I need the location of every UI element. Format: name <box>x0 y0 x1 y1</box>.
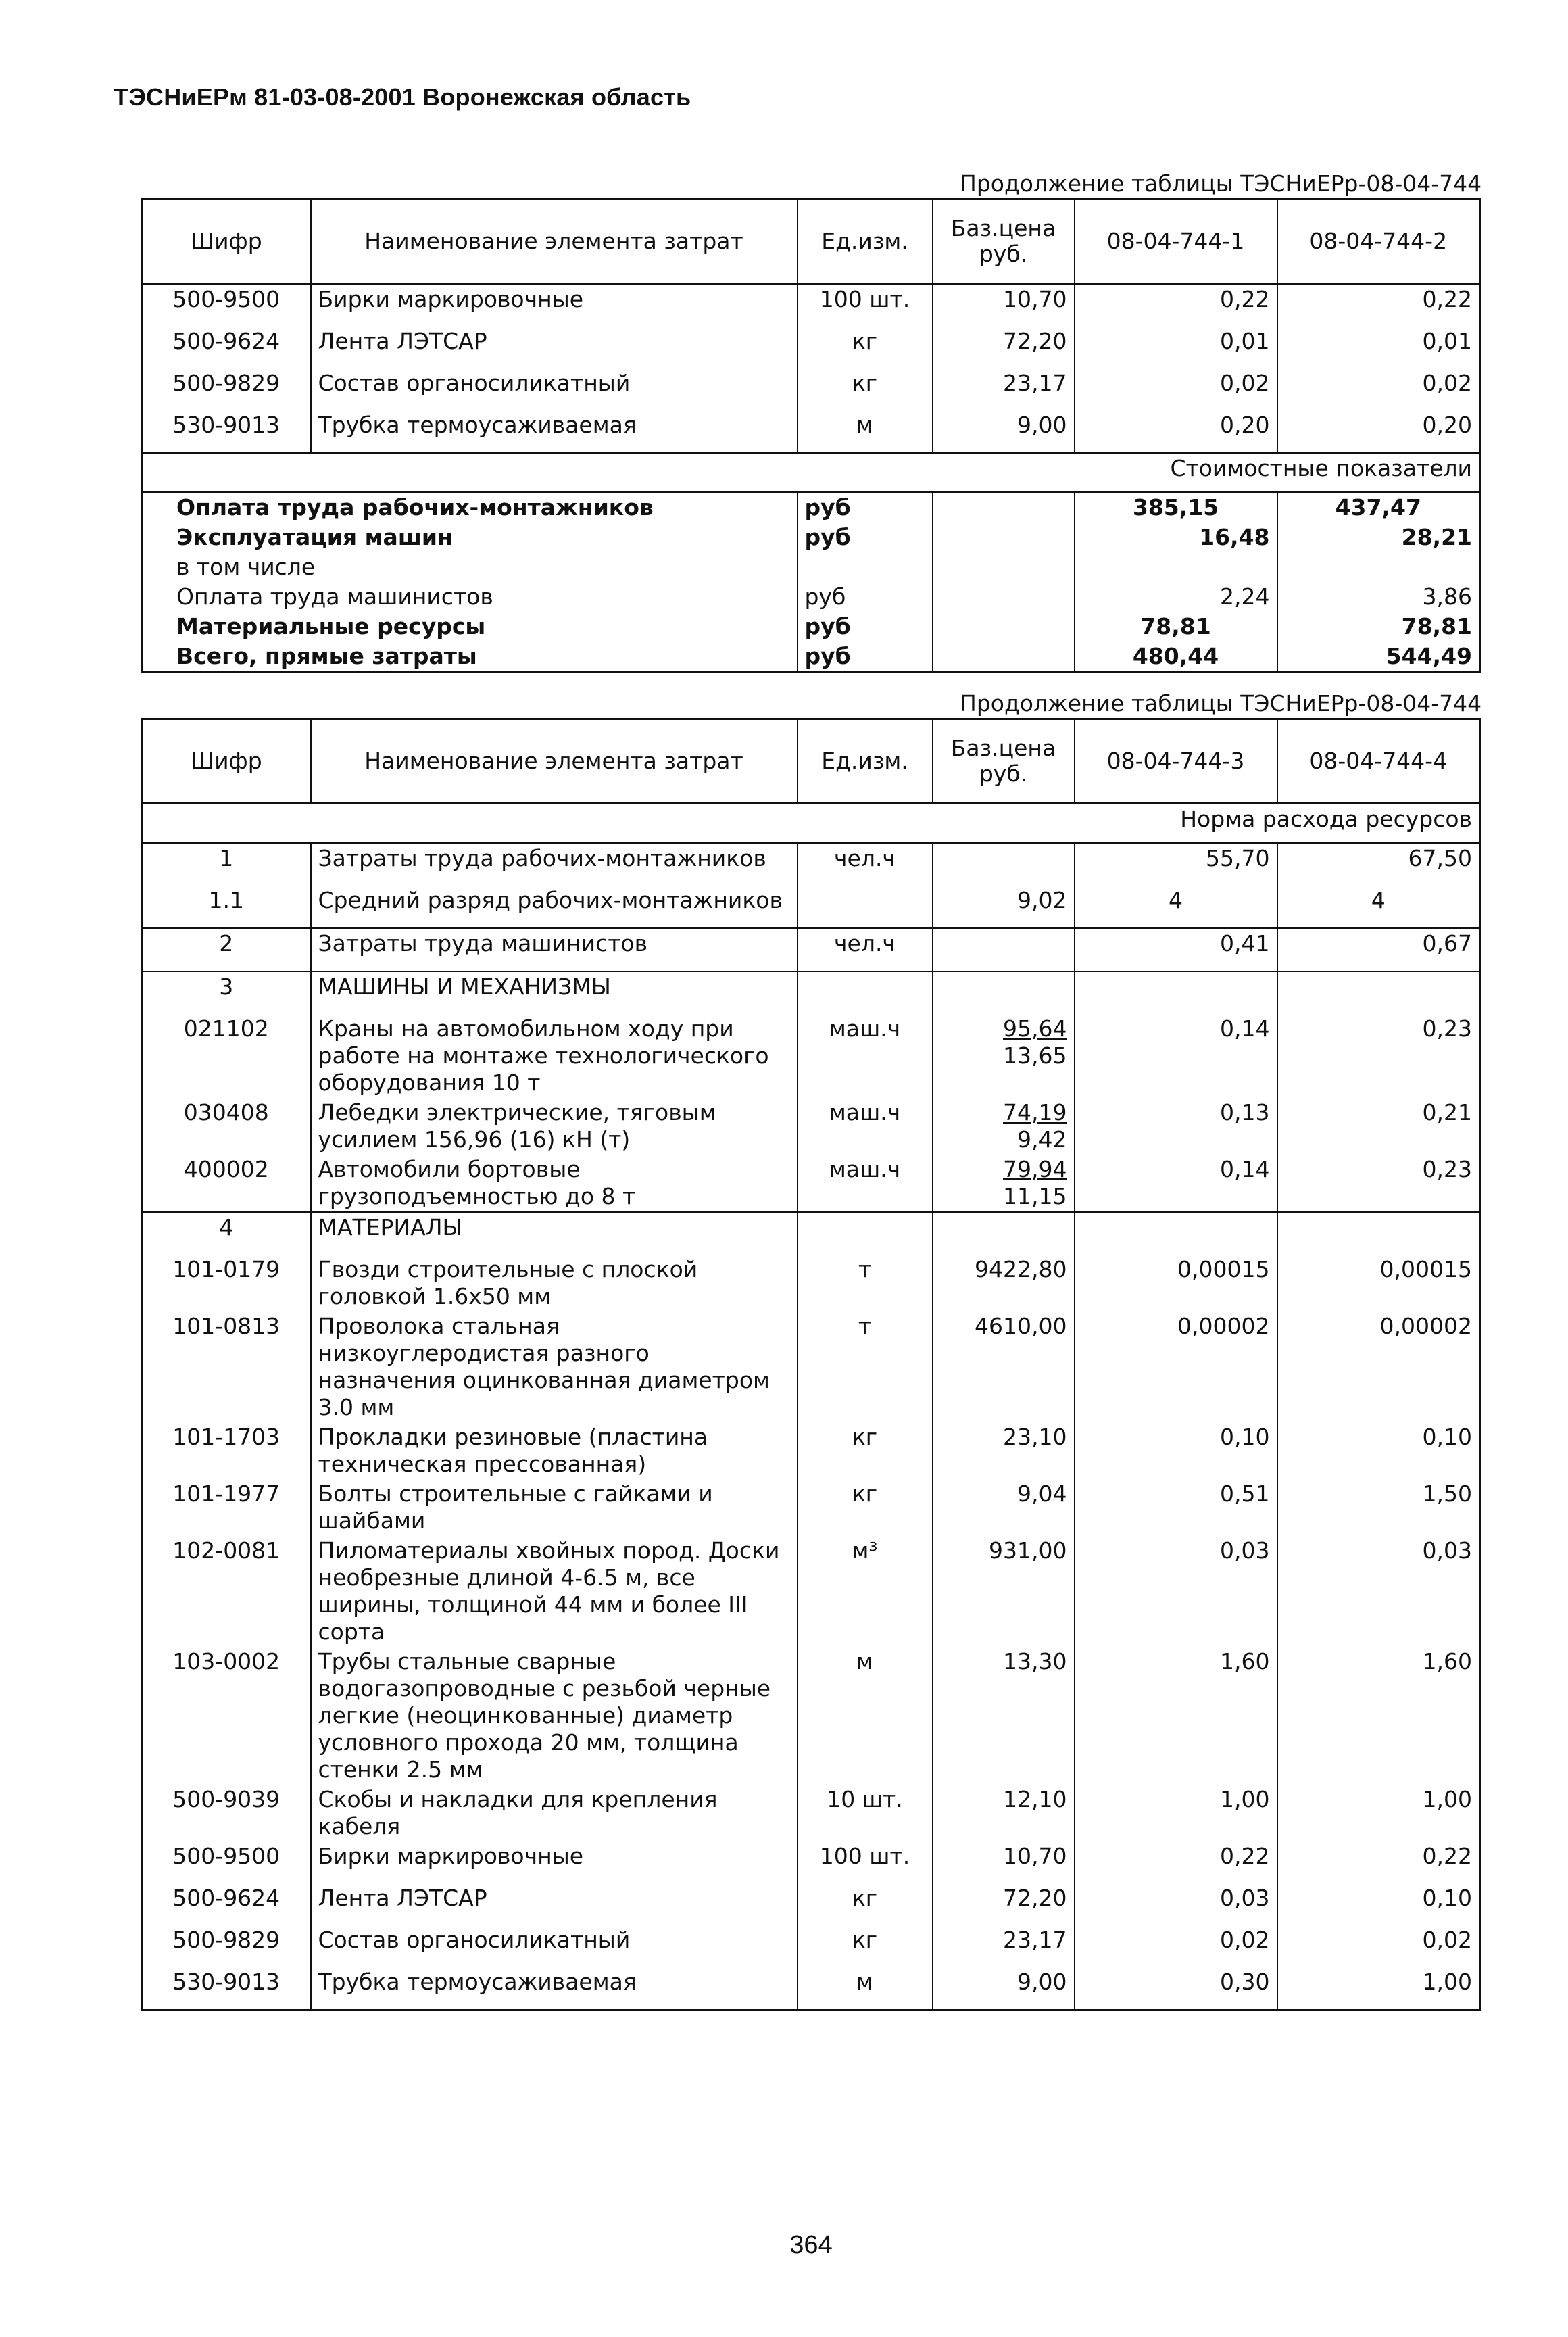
table-row <box>142 327 1480 368</box>
cell-price: 10,70 <box>933 1841 1075 1883</box>
cell-code: 530-9013 <box>142 1967 311 2010</box>
summary-name: Всего, прямые затраты <box>142 642 798 673</box>
cell-code: 102-0081 <box>142 1536 311 1647</box>
cell-v1: 0,51 <box>1075 1479 1277 1536</box>
table-row <box>142 1014 1480 1098</box>
summary-unit: руб <box>798 492 933 523</box>
price-machine: 74,19 <box>1003 1099 1067 1126</box>
cell-v2: 4 <box>1277 886 1480 928</box>
summary-unit: руб <box>798 523 933 552</box>
section-label-norm: Норма расхода ресурсов <box>142 804 1480 844</box>
col-header-v1: 08-04-744-3 <box>1075 719 1277 804</box>
cell-price: 72,20 <box>933 1883 1075 1925</box>
cell-v1: 0,30 <box>1075 1967 1277 2010</box>
cell-v1: 0,14 <box>1075 1155 1277 1212</box>
cell-code: 500-9829 <box>142 1925 311 1967</box>
cell-price <box>933 1098 1075 1155</box>
price-operator: 13,65 <box>1003 1042 1067 1069</box>
cell-price: 23,17 <box>933 1925 1075 1967</box>
cell-v2: 0,10 <box>1277 1883 1480 1925</box>
cell-unit: м <box>798 1647 933 1785</box>
cell-v2: 0,02 <box>1277 368 1480 410</box>
cell-name: Трубы стальные сварные водогазопроводные с резьбой черные легкие (неоцинкованные) диаметр условного прохода 20 мм, толщина стенки 2.5 мм <box>311 1647 798 1785</box>
col-header-price: Баз.цена руб. <box>933 199 1075 284</box>
cell-unit: м <box>798 410 933 453</box>
summary-name: Эксплуатация машин <box>142 523 798 552</box>
cell-unit: чел.ч <box>798 928 933 971</box>
cell-price <box>933 971 1075 1014</box>
cell-name: Трубка термоусаживаемая <box>311 1967 798 2010</box>
cell-unit: маш.ч <box>798 1014 933 1098</box>
summary-row <box>142 612 1480 642</box>
cell-v1: 0,10 <box>1075 1422 1277 1479</box>
summary-price <box>933 492 1075 523</box>
price-operator: 11,15 <box>1003 1183 1067 1209</box>
cell-v2: 0,21 <box>1277 1098 1480 1155</box>
cell-code: 500-9500 <box>142 284 311 327</box>
summary-price <box>933 612 1075 642</box>
summary-v1: 2,24 <box>1075 582 1277 612</box>
cell-price <box>933 1014 1075 1098</box>
cell-name: Трубка термоусаживаемая <box>311 410 798 453</box>
table-row <box>142 1098 1480 1155</box>
cell-code: 4 <box>142 1212 311 1255</box>
cell-name: Бирки маркировочные <box>311 284 798 327</box>
document-title: ТЭСНиЕРм 81-03-08-2001 Воронежская область <box>114 83 691 111</box>
cell-name: Состав органосиликатный <box>311 1925 798 1967</box>
cell-code: 400002 <box>142 1155 311 1212</box>
cell-v1: 0,00015 <box>1075 1255 1277 1311</box>
cell-code: 103-0002 <box>142 1647 311 1785</box>
cell-price: 23,10 <box>933 1422 1075 1479</box>
table-row <box>142 1311 1480 1422</box>
cell-code: 1 <box>142 843 311 886</box>
cell-unit: т <box>798 1311 933 1422</box>
table1-caption: Продолжение таблицы ТЭСНиЕРр-08-04-744 <box>960 170 1482 197</box>
summary-v2 <box>1277 552 1480 582</box>
cell-name: Проволока стальная низкоуглеродистая разного назначения оцинкованная диаметром 3.0 мм <box>311 1311 798 1422</box>
cell-v1: 0,22 <box>1075 284 1277 327</box>
cell-v2: 1,50 <box>1277 1479 1480 1536</box>
cell-name: Затраты труда машинистов <box>311 928 798 971</box>
summary-row <box>142 642 1480 673</box>
col-header-unit: Ед.изм. <box>798 719 933 804</box>
cell-name: Средний разряд рабочих-монтажников <box>311 886 798 928</box>
cell-price: 4610,00 <box>933 1311 1075 1422</box>
cell-unit: 100 шт. <box>798 284 933 327</box>
price-machine: 95,64 <box>1003 1015 1067 1042</box>
summary-price <box>933 552 1075 582</box>
cell-unit <box>798 886 933 928</box>
price-operator: 9,42 <box>1017 1126 1067 1153</box>
col-header-name: Наименование элемента затрат <box>311 199 798 284</box>
cell-v1: 4 <box>1075 886 1277 928</box>
summary-row <box>142 523 1480 552</box>
cell-name: МАШИНЫ И МЕХАНИЗМЫ <box>311 971 798 1014</box>
summary-row <box>142 552 1480 582</box>
cell-unit: м³ <box>798 1536 933 1647</box>
cell-code: 3 <box>142 971 311 1014</box>
cell-v2: 0,67 <box>1277 928 1480 971</box>
summary-v1: 385,15 <box>1075 492 1277 523</box>
table-row <box>142 284 1480 327</box>
cell-v1 <box>1075 971 1277 1014</box>
summary-row <box>142 492 1480 523</box>
cell-v1: 0,20 <box>1075 410 1277 453</box>
col-header-code: Шифр <box>142 719 311 804</box>
cell-v2: 0,20 <box>1277 410 1480 453</box>
cell-price: 23,17 <box>933 368 1075 410</box>
summary-name: Оплата труда рабочих-монтажников <box>142 492 798 523</box>
cell-price: 72,20 <box>933 327 1075 368</box>
cell-v1: 0,02 <box>1075 1925 1277 1967</box>
summary-name: Материальные ресурсы <box>142 612 798 642</box>
cell-v2: 0,23 <box>1277 1155 1480 1212</box>
cell-name: Лебедки электрические, тяговым усилием 156,96 (16) кН (т) <box>311 1098 798 1155</box>
cell-code: 2 <box>142 928 311 971</box>
table-row <box>142 1925 1480 1967</box>
summary-price <box>933 642 1075 673</box>
cell-unit <box>798 971 933 1014</box>
cell-price: 13,30 <box>933 1647 1075 1785</box>
cell-code: 500-9500 <box>142 1841 311 1883</box>
table-row <box>142 1479 1480 1536</box>
summary-unit: руб <box>798 612 933 642</box>
cell-unit: м <box>798 1967 933 2010</box>
cell-name: Лента ЛЭТСАР <box>311 1883 798 1925</box>
price-machine: 79,94 <box>1003 1156 1067 1182</box>
cell-code: 530-9013 <box>142 410 311 453</box>
table-row <box>142 1841 1480 1883</box>
cell-name: Гвозди строительные с плоской головкой 1.6х50 мм <box>311 1255 798 1311</box>
summary-unit: руб <box>798 582 933 612</box>
cell-code: 101-0813 <box>142 1311 311 1422</box>
cell-unit: кг <box>798 1422 933 1479</box>
cell-unit: кг <box>798 327 933 368</box>
cell-price: 9,02 <box>933 886 1075 928</box>
cell-v2: 0,22 <box>1277 1841 1480 1883</box>
cell-unit: т <box>798 1255 933 1311</box>
table-row <box>142 1647 1480 1785</box>
summary-v1 <box>1075 552 1277 582</box>
cell-v1: 1,00 <box>1075 1785 1277 1841</box>
cell-v2: 67,50 <box>1277 843 1480 886</box>
summary-v1: 78,81 <box>1075 612 1277 642</box>
cell-code: 500-9624 <box>142 327 311 368</box>
table-row <box>142 1883 1480 1925</box>
cell-v1: 0,14 <box>1075 1014 1277 1098</box>
table-row <box>142 1255 1480 1311</box>
cell-unit <box>798 1212 933 1255</box>
cell-code: 500-9829 <box>142 368 311 410</box>
cell-code: 101-0179 <box>142 1255 311 1311</box>
table-row <box>142 886 1480 928</box>
cell-v2: 0,22 <box>1277 284 1480 327</box>
page-number: 364 <box>789 2231 833 2259</box>
cell-price: 10,70 <box>933 284 1075 327</box>
summary-unit <box>798 552 933 582</box>
cell-code: 500-9624 <box>142 1883 311 1925</box>
table-row <box>142 1212 1480 1255</box>
cell-price <box>933 1212 1075 1255</box>
cell-price: 9,04 <box>933 1479 1075 1536</box>
cell-name: Автомобили бортовые грузоподъемностью до 8 т <box>311 1155 798 1212</box>
cell-v2 <box>1277 1212 1480 1255</box>
cell-code: 101-1977 <box>142 1479 311 1536</box>
col-header-v2: 08-04-744-2 <box>1277 199 1480 284</box>
cell-v2: 0,00015 <box>1277 1255 1480 1311</box>
summary-unit: руб <box>798 642 933 673</box>
cell-v1: 0,00002 <box>1075 1311 1277 1422</box>
cell-v1 <box>1075 1212 1277 1255</box>
cell-v1: 1,60 <box>1075 1647 1277 1785</box>
section-label-row <box>142 804 1480 844</box>
col-header-v2: 08-04-744-4 <box>1277 719 1480 804</box>
resource-table-1 <box>141 198 1481 673</box>
cell-v1: 0,03 <box>1075 1883 1277 1925</box>
cell-unit: маш.ч <box>798 1098 933 1155</box>
table-row <box>142 928 1480 971</box>
col-header-name: Наименование элемента затрат <box>311 719 798 804</box>
cell-v1: 55,70 <box>1075 843 1277 886</box>
summary-row <box>142 582 1480 612</box>
table-row <box>142 1422 1480 1479</box>
summary-v2: 544,49 <box>1277 642 1480 673</box>
cell-price: 9422,80 <box>933 1255 1075 1311</box>
cell-name: Бирки маркировочные <box>311 1841 798 1883</box>
cell-unit: 10 шт. <box>798 1785 933 1841</box>
summary-name: Оплата труда машинистов <box>142 582 798 612</box>
summary-price <box>933 582 1075 612</box>
table-row <box>142 971 1480 1014</box>
cell-v2: 1,00 <box>1277 1967 1480 2010</box>
cell-price: 9,00 <box>933 410 1075 453</box>
cell-name: МАТЕРИАЛЫ <box>311 1212 798 1255</box>
table-row <box>142 843 1480 886</box>
cell-v2: 0,00002 <box>1277 1311 1480 1422</box>
cell-v2: 0,01 <box>1277 327 1480 368</box>
summary-name: в том числе <box>142 552 798 582</box>
table-row <box>142 1785 1480 1841</box>
table-row <box>142 1967 1480 2010</box>
table-row <box>142 368 1480 410</box>
cell-v2: 0,23 <box>1277 1014 1480 1098</box>
cell-price: 931,00 <box>933 1536 1075 1647</box>
cell-name: Состав органосиликатный <box>311 368 798 410</box>
cell-unit: кг <box>798 368 933 410</box>
cell-code: 500-9039 <box>142 1785 311 1841</box>
cell-v1: 0,13 <box>1075 1098 1277 1155</box>
cell-v2 <box>1277 971 1480 1014</box>
cell-name: Лента ЛЭТСАР <box>311 327 798 368</box>
summary-v2: 437,47 <box>1277 492 1480 523</box>
summary-v2: 3,86 <box>1277 582 1480 612</box>
cell-name: Краны на автомобильном ходу при работе на монтаже технологического оборудования 10 т <box>311 1014 798 1098</box>
col-header-price: Баз.цена руб. <box>933 719 1075 804</box>
cell-code: 030408 <box>142 1098 311 1155</box>
cell-v1: 0,02 <box>1075 368 1277 410</box>
cell-price <box>933 843 1075 886</box>
cell-unit: чел.ч <box>798 843 933 886</box>
cell-price <box>933 1155 1075 1212</box>
cell-v2: 1,60 <box>1277 1647 1480 1785</box>
cell-price: 9,00 <box>933 1967 1075 2010</box>
cell-v1: 0,41 <box>1075 928 1277 971</box>
summary-price <box>933 523 1075 552</box>
cell-unit: кг <box>798 1479 933 1536</box>
summary-v1: 480,44 <box>1075 642 1277 673</box>
cell-name: Болты строительные с гайками и шайбами <box>311 1479 798 1536</box>
cell-name: Прокладки резиновые (пластина техническая прессованная) <box>311 1422 798 1479</box>
cell-code: 101-1703 <box>142 1422 311 1479</box>
col-header-code: Шифр <box>142 199 311 284</box>
cell-code: 021102 <box>142 1014 311 1098</box>
cell-price: 12,10 <box>933 1785 1075 1841</box>
cell-unit: кг <box>798 1883 933 1925</box>
section-label-row <box>142 453 1480 492</box>
summary-v2: 28,21 <box>1277 523 1480 552</box>
cell-price <box>933 928 1075 971</box>
cell-v2: 0,02 <box>1277 1925 1480 1967</box>
col-header-unit: Ед.изм. <box>798 199 933 284</box>
table-row <box>142 1155 1480 1212</box>
cell-unit: кг <box>798 1925 933 1967</box>
cell-code: 1.1 <box>142 886 311 928</box>
cell-v1: 0,03 <box>1075 1536 1277 1647</box>
cell-name: Затраты труда рабочих-монтажников <box>311 843 798 886</box>
table-row <box>142 1536 1480 1647</box>
table2-header-row <box>142 719 1480 804</box>
summary-v2: 78,81 <box>1277 612 1480 642</box>
cell-v2: 0,03 <box>1277 1536 1480 1647</box>
cell-v2: 1,00 <box>1277 1785 1480 1841</box>
cell-v1: 0,01 <box>1075 327 1277 368</box>
cell-v2: 0,10 <box>1277 1422 1480 1479</box>
table2-body <box>142 843 1480 2010</box>
col-header-v1: 08-04-744-1 <box>1075 199 1277 284</box>
resource-table-2 <box>141 718 1481 2011</box>
cell-v1: 0,22 <box>1075 1841 1277 1883</box>
table1-header-row <box>142 199 1480 284</box>
summary-v1: 16,48 <box>1075 523 1277 552</box>
table2-caption: Продолжение таблицы ТЭСНиЕРр-08-04-744 <box>960 690 1482 717</box>
cell-name: Пиломатериалы хвойных пород. Доски необрезные длиной 4-6.5 м, все ширины, толщиной 44 мм и более III сорта <box>311 1536 798 1647</box>
cell-name: Скобы и накладки для крепления кабеля <box>311 1785 798 1841</box>
section-label-cost: Стоимостные показатели <box>142 453 1480 492</box>
cell-unit: 100 шт. <box>798 1841 933 1883</box>
table-row <box>142 410 1480 453</box>
cell-unit: маш.ч <box>798 1155 933 1212</box>
